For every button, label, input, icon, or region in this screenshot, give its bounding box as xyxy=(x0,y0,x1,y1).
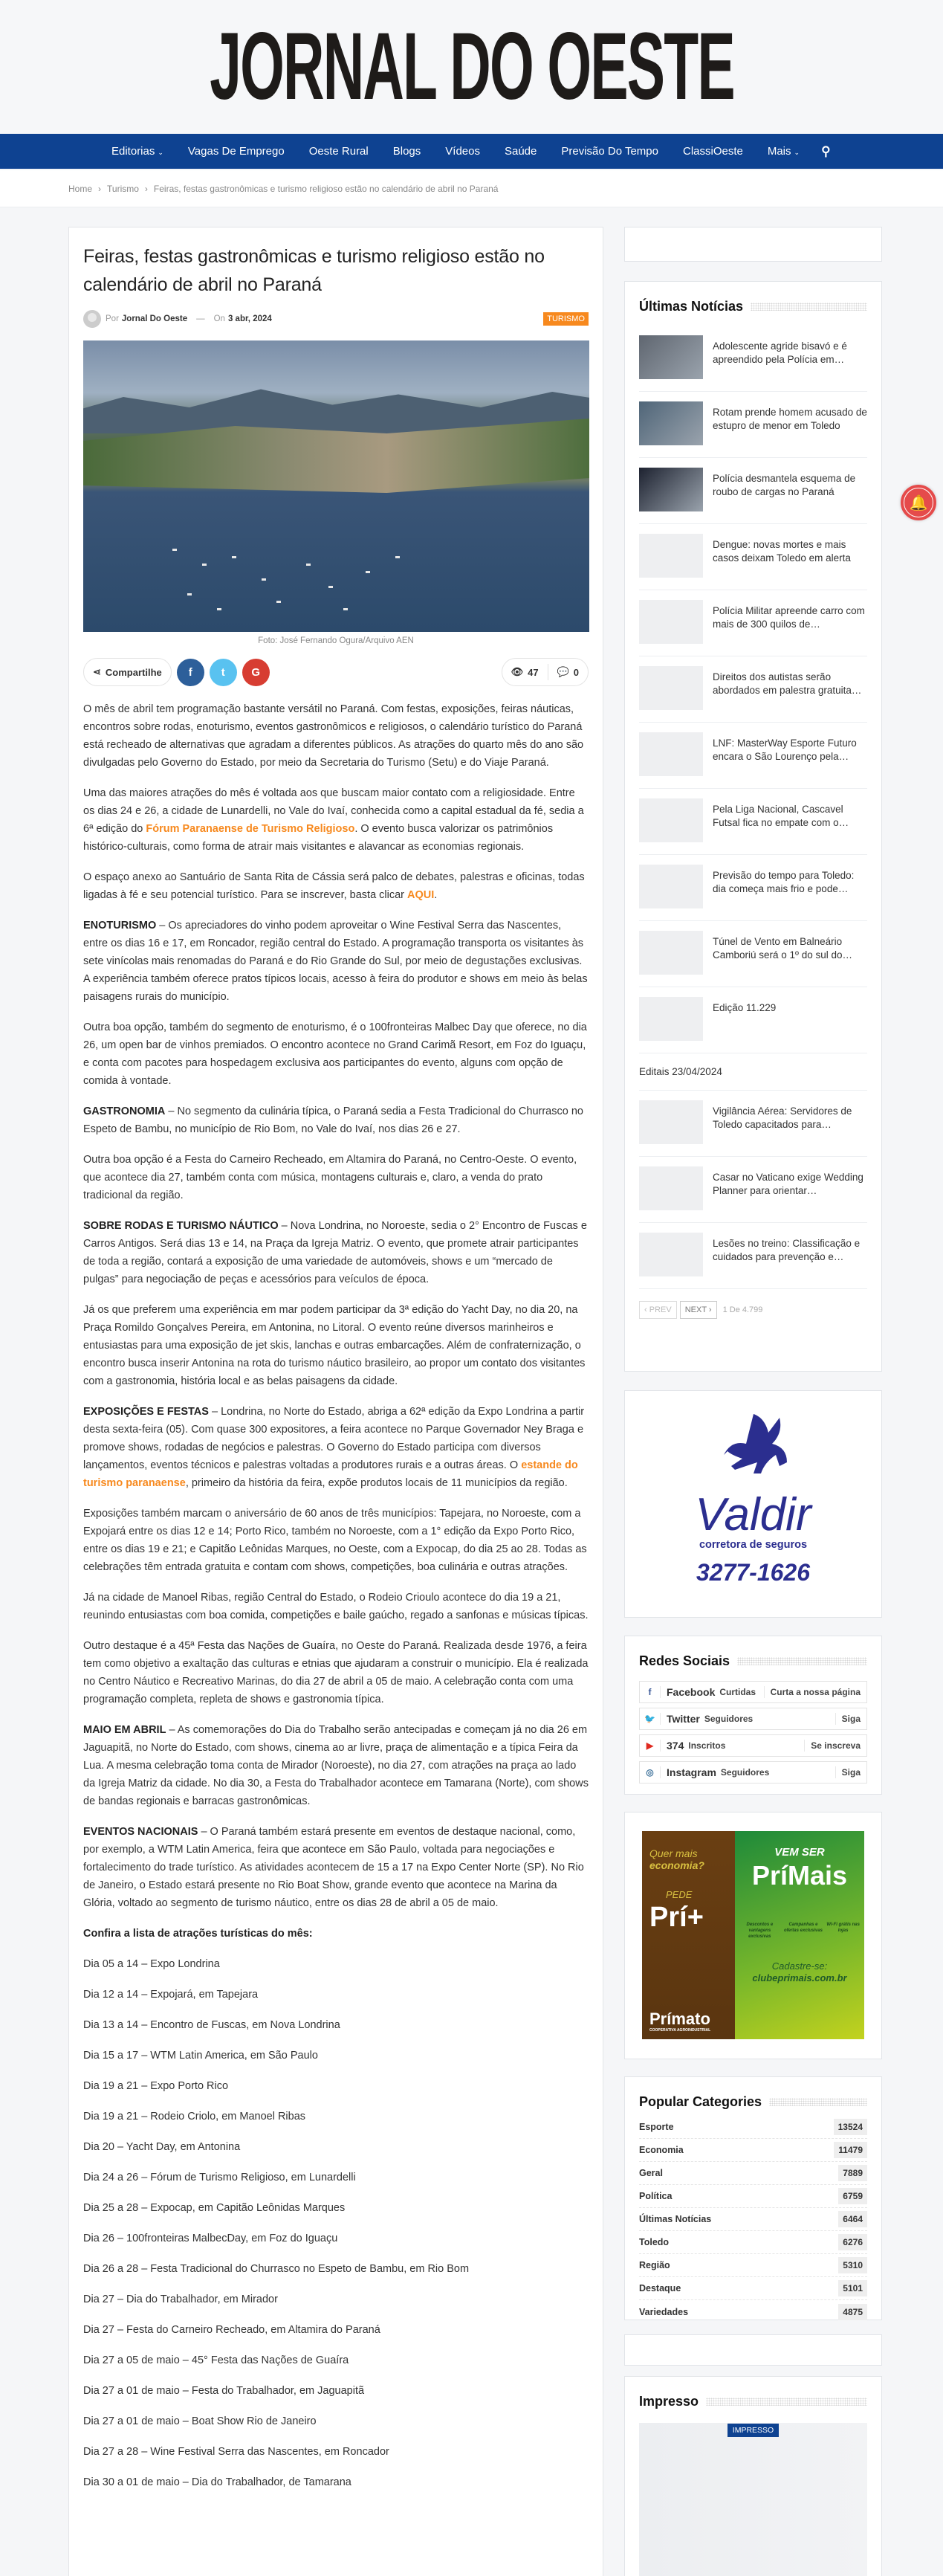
news-title[interactable]: LNF: MasterWay Esporte Futuro encara o São Lourenço pela… xyxy=(713,737,857,762)
news-thumbnail[interactable] xyxy=(639,798,703,842)
breadcrumb-home[interactable]: Home xyxy=(68,184,93,194)
category-count: 5101 xyxy=(838,2280,867,2296)
boat xyxy=(172,549,177,551)
main-nav xyxy=(0,134,943,169)
category-row[interactable] xyxy=(639,2254,867,2277)
social-action-button[interactable]: Siga xyxy=(835,1713,866,1725)
twitter-icon: t xyxy=(221,665,225,679)
attraction-item: Dia 30 a 01 de maio – Dia do Trabalhador, de Tamarana xyxy=(83,2476,351,2488)
category-row[interactable] xyxy=(639,2208,867,2231)
paragraph-text: – No segmento da culinária típica, o Paraná sedia a Festa Tradicional do Churrasco no Espeto de Bambu, no município de Rio Bom, no Vale do Ivaí, nos dias 26 e 27. xyxy=(83,1105,583,1135)
article-photo xyxy=(83,340,589,632)
attraction-item: Dia 27 a 01 de maio – Festa do Trabalhador, em Jaguapitã xyxy=(83,2385,365,2397)
paragraph-text: Já os que preferem uma experiência em mar podem participar da 3ª edição do Yacht Day, no dia 20, na Praça Romildo Gonçalves Pereira, em Antonina, no Litoral. O evento reúne diversos marinheiros e entusiastas para uma exposição de jet skis, lanchas e outras embarcações. Além de confraternização, o encontro busca inserir Antonina na rota do turismo náutico brasileiro, ao propor um contato dos visitantes com a gastronomia, história local e as belas paisagens da cidade. xyxy=(83,1304,586,1387)
category-name[interactable]: Região xyxy=(639,2260,670,2270)
sidebar-empty-widget xyxy=(624,2334,882,2366)
paragraph-text: – Os apreciadores do vinho podem aproveitar o Wine Festival Serra das Nascentes, entre os dias 16 e 17, em Roncador, região central do Estado. A programação transporta os visitantes às sete vinícolas mais renomadas do Paraná e do Rio Grande do Sul, por meio de degustações exclusivas. A experiência também oferece pratos típicos locais, acesso à feira do produtor e shows em meio às belas paisagens rurais do município. xyxy=(83,920,588,1003)
breadcrumb-bar xyxy=(0,170,943,207)
griffin-logo-icon xyxy=(705,1410,802,1492)
attraction-item: Dia 13 a 14 – Encontro de Fuscas, em Nova Londrina xyxy=(83,2019,340,2031)
paragraph-text: Já na cidade de Manoel Ribas, região Central do Estado, o Rodeio Crioulo acontece do dia 19 a 21, reunindo entusiastas com boa comida, competições e baile gaúcho, regado a sanfonas e músicas típicas. xyxy=(83,1592,589,1621)
attraction-item: Dia 26 a 28 – Festa Tradicional do Churrasco no Espeto de Bambu, em Rio Bom xyxy=(83,2263,470,2275)
social-action-button[interactable]: Curta a nossa página xyxy=(764,1686,866,1698)
attraction-item: Dia 27 a 05 de maio – 45° Festa das Nações de Guaíra xyxy=(83,2354,349,2366)
article-meta xyxy=(83,309,589,329)
article-paragraph xyxy=(83,1103,589,1138)
news-item[interactable] xyxy=(639,524,867,590)
category-name[interactable]: Política xyxy=(639,2191,673,2201)
news-item[interactable] xyxy=(639,1053,867,1091)
paragraph-text: – Nova Londrina, no Noroeste, sedia o 2° Encontro de Fuscas e Carros Antigos. Será dias 13 e 14, na Praça da Igreja Matriz. O evento, que promete atrair participantes de toda a região, contará a exposição de uma variedade de automóveis, shows e um “mercado de pulgas” para negociação de peças e acessórios para veículos de época. xyxy=(83,1220,587,1285)
chevron-down-icon: ⌄ xyxy=(794,149,800,156)
logo-text[interactable]: JORNAL DO OESTE xyxy=(209,13,734,120)
boat xyxy=(202,564,207,566)
inline-link[interactable]: AQUI xyxy=(407,889,435,901)
primato-ad-content xyxy=(642,1831,864,2039)
news-item[interactable] xyxy=(639,789,867,855)
category-count: 5310 xyxy=(838,2257,867,2273)
widget-header xyxy=(639,1651,867,1670)
social-row[interactable] xyxy=(639,1681,867,1703)
header-dots xyxy=(769,2098,867,2106)
social-list xyxy=(639,1681,867,1783)
sidebar-empty-widget xyxy=(624,227,882,262)
latest-news-list xyxy=(639,326,867,1289)
nav-item-sa-de[interactable] xyxy=(505,145,537,158)
nav-item-label: Previsão Do Tempo xyxy=(561,145,658,158)
paragraph-text: O mês de abril tem programação bastante versátil no Paraná. Com festas, exposições, feiras náuticas, encontros sobre rodas, enoturismo, eventos gastronômicos e religiosos, o calendário turístico do Paraná está recheado de alternativas que agradam a diferentes públicos. As atrações do quarto mês do ano são divulgadas pelo Governo do Estado, por meio da Secretaria do Turismo (Setu) e do Viaje Paraná. xyxy=(83,703,584,769)
article-paragraph xyxy=(83,1403,589,1492)
nav-item-label: Editorias xyxy=(111,145,155,158)
section-lead: MAIO EM ABRIL xyxy=(83,1724,166,1736)
social-name: Instagram xyxy=(667,1766,716,1778)
impresso-cover[interactable] xyxy=(639,2423,867,2576)
attraction-item: Dia 15 a 17 – WTM Latin America, em São Paulo xyxy=(83,2050,318,2062)
social-row[interactable] xyxy=(639,1734,867,1757)
paragraph-text: . xyxy=(434,889,438,901)
news-title[interactable]: Direitos dos autistas serão abordados em palestra gratuita… xyxy=(713,671,862,696)
article-paragraph xyxy=(83,1217,589,1288)
attraction-item: Dia 20 – Yacht Day, em Antonina xyxy=(83,2141,241,2153)
category-count: 7889 xyxy=(838,2165,867,2181)
news-thumbnail[interactable] xyxy=(639,666,703,710)
news-thumbnail[interactable] xyxy=(639,468,703,511)
nav-item-label: Oeste Rural xyxy=(308,145,369,158)
boat xyxy=(232,556,236,558)
eye-icon: 👁 xyxy=(511,666,524,677)
category-row[interactable] xyxy=(639,2116,867,2139)
pagination xyxy=(639,1301,867,1319)
news-title[interactable]: Rotam prende homem acusado de estupro de menor em Toledo xyxy=(713,407,867,431)
category-count: 13524 xyxy=(834,2119,867,2135)
news-thumbnail[interactable] xyxy=(639,865,703,908)
social-label: Inscritos xyxy=(688,1740,726,1751)
breadcrumb-separator: › xyxy=(98,184,102,194)
section-lead: EVENTOS NACIONAIS xyxy=(83,1826,198,1838)
breadcrumb-category[interactable]: Turismo xyxy=(107,184,139,194)
category-name[interactable]: Geral xyxy=(639,2168,663,2178)
nav-item-mais[interactable] xyxy=(768,145,800,158)
category-count: 6759 xyxy=(838,2188,867,2204)
news-thumbnail[interactable] xyxy=(639,997,703,1041)
nav-item-label: Mais xyxy=(767,145,791,158)
comment-icon[interactable]: 💬 xyxy=(557,666,569,677)
by-label: Por xyxy=(106,314,119,323)
view-count: 47 xyxy=(528,666,539,678)
article-paragraph xyxy=(83,784,589,856)
nav-item-previs-o-do-tempo[interactable] xyxy=(561,145,658,158)
paragraph-text: Outra boa opção, também do segmento de enoturismo, é o 100fronteiras Malbec Day que oferece, no dia 26, um open bar de vinhos premiados. O encontro acontece no Grand Carimã Resort, em Foz do Iguaçu, e conta com pacotes para hospedagem exclusiva aos participantes do evento, alguns com opção de comida à vontade. xyxy=(83,1021,587,1087)
attraction-item: Dia 27 – Dia do Trabalhador, em Mirador xyxy=(83,2293,278,2305)
chevron-down-icon: ⌄ xyxy=(158,149,163,156)
meta-separator: — xyxy=(196,314,205,323)
news-title[interactable]: Polícia desmantela esquema de roubo de cargas no Paraná xyxy=(713,473,856,497)
widget-title: Redes Sociais xyxy=(639,1653,730,1668)
nav-item-vagas-de-emprego[interactable] xyxy=(188,145,285,158)
news-title[interactable]: Adolescente agride bisavó e é apreendido pela Polícia em… xyxy=(713,340,847,365)
nav-item-oeste-rural[interactable] xyxy=(309,145,369,158)
boat xyxy=(306,564,311,566)
share-button[interactable] xyxy=(83,658,172,686)
news-item[interactable] xyxy=(639,392,867,458)
social-name: Twitter xyxy=(667,1713,700,1725)
ad-q2: economia? xyxy=(649,1859,704,1871)
paragraph-text: – O Paraná também estará presente em eventos de destaque nacional, como, por exemplo, a WTM Latin America, feira que acontece em São Paulo, voltada para negociações e fortalecimento do trade turístico. As atividades acontecem de 15 a 17 na Expo Center Norte (SP). No Rio de Janeiro, o Estado estará presente no Rio Boat Show, grande evento que acontece na Marina da Glória, voltado ao segmento de turismo náutico, entre os dias 28 de abril a 05 de maio. xyxy=(83,1826,584,1909)
inline-link[interactable]: estande do turismo paranaense xyxy=(83,1459,578,1489)
valdir-ad-content xyxy=(644,1410,862,1596)
attraction-item: Dia 25 a 28 – Expocap, em Capitão Leônidas Marques xyxy=(83,2202,346,2214)
author-name[interactable]: Jornal Do Oeste xyxy=(121,314,188,323)
section-lead: EXPOSIÇÕES E FESTAS xyxy=(83,1406,209,1418)
category-name[interactable]: Economia xyxy=(639,2145,684,2155)
share-google-button[interactable] xyxy=(242,659,270,686)
news-thumbnail[interactable] xyxy=(639,401,703,445)
attraction-item: Dia 05 a 14 – Expo Londrina xyxy=(83,1958,220,1970)
valdir-ad[interactable] xyxy=(624,1390,882,1618)
share-facebook-button[interactable] xyxy=(177,659,204,686)
valdir-subtitle: corretora de seguros xyxy=(699,1539,808,1551)
header-dots xyxy=(706,2398,867,2406)
paragraph-text: O espaço anexo ao Santuário de Santa Rita de Cássia será palco de debates, palestras e oficinas, todas ligadas à fé e seu potencial turístico. Para se inscrever, basta clicar xyxy=(83,871,585,901)
publish-date: 3 abr, 2024 xyxy=(227,314,272,323)
attraction-item: Dia 27 a 01 de maio – Boat Show Rio de Janeiro xyxy=(83,2415,317,2427)
news-thumbnail[interactable] xyxy=(639,534,703,578)
youtube-icon: ▶ xyxy=(640,1740,661,1752)
breadcrumb xyxy=(68,184,498,194)
category-name[interactable]: Toledo xyxy=(639,2237,670,2247)
news-item[interactable] xyxy=(639,656,867,723)
next-button[interactable]: NEXT › xyxy=(680,1301,717,1319)
boat xyxy=(276,601,281,603)
news-title[interactable]: Polícia Militar apreende carro com mais de 300 quilos de… xyxy=(713,605,865,630)
category-name[interactable]: Esporte xyxy=(639,2122,674,2132)
share-label: Compartilhe xyxy=(105,666,162,678)
widget-title: Impresso xyxy=(639,2393,699,2409)
site-header xyxy=(0,0,943,134)
primato-ad[interactable] xyxy=(624,1812,882,2059)
ad-primais: PríMais xyxy=(751,1860,848,1891)
article-paragraph xyxy=(83,1301,589,1390)
news-title[interactable]: Lesões no treino: Classificação e cuidados para prevenção e… xyxy=(713,1238,861,1262)
news-title[interactable]: Casar no Vaticano exige Wedding Planner para orientar… xyxy=(713,1172,863,1196)
popular-categories-widget xyxy=(624,2076,882,2320)
news-title[interactable]: Vigilância Aérea: Servidores de Toledo capacitados para… xyxy=(713,1105,852,1130)
on-label: On xyxy=(213,314,225,323)
section-lead: GASTRONOMIA xyxy=(83,1105,166,1117)
google-icon: G xyxy=(251,665,261,679)
breadcrumb-current: Feiras, festas gastronômicas e turismo religioso estão no calendário de abril no Paraná xyxy=(153,184,499,194)
category-list xyxy=(639,2116,867,2323)
category-count: 4875 xyxy=(838,2304,867,2320)
widget-title: Popular Categories xyxy=(639,2094,762,2109)
boat xyxy=(328,586,333,588)
category-name[interactable]: Destaque xyxy=(639,2283,681,2293)
article-paragraph xyxy=(83,1637,589,1708)
category-count: 6464 xyxy=(838,2211,867,2227)
news-item[interactable] xyxy=(639,1091,867,1157)
prev-button[interactable]: ‹ PREV xyxy=(639,1301,677,1319)
article-paragraph xyxy=(83,700,589,772)
news-thumbnail[interactable] xyxy=(639,1166,703,1210)
article-paragraph xyxy=(83,1505,589,1576)
photo-caption: Foto: José Fernando Ogura/Arquivo AEN xyxy=(258,636,414,645)
boat xyxy=(217,608,221,610)
valdir-name: Valdir xyxy=(695,1489,811,1540)
news-title[interactable]: Túnel de Vento em Balneário Camboriú será o 1º do sul do… xyxy=(713,936,853,961)
news-item[interactable] xyxy=(639,723,867,789)
social-row[interactable] xyxy=(639,1708,867,1730)
news-title[interactable]: Previsão do tempo para Toledo: dia começa mais frio e pode… xyxy=(713,870,855,894)
news-thumbnail[interactable] xyxy=(639,335,703,379)
author-avatar[interactable] xyxy=(83,310,101,328)
share-twitter-button[interactable] xyxy=(210,659,237,686)
breadcrumb-separator: › xyxy=(144,184,148,194)
instagram-icon: ◎ xyxy=(640,1766,661,1778)
news-item[interactable] xyxy=(639,458,867,524)
facebook-icon: f xyxy=(188,665,192,679)
widget-header xyxy=(639,2392,867,2411)
social-action-button[interactable]: Se inscreva xyxy=(804,1740,866,1752)
article-paragraph xyxy=(83,868,589,904)
share-icon: ⋖ xyxy=(93,666,101,677)
category-row[interactable] xyxy=(639,2185,867,2208)
widget-title: Últimas Notícias xyxy=(639,298,744,314)
attraction-item: Dia 27 – Festa do Carneiro Recheado, em Altamira do Paraná xyxy=(83,2324,380,2336)
news-thumbnail[interactable] xyxy=(639,1233,703,1276)
article-body xyxy=(83,700,589,2491)
nav-item-classioeste[interactable] xyxy=(683,145,743,158)
news-item[interactable] xyxy=(639,1157,867,1223)
attraction-item: Dia 12 a 14 – Expojará, em Tapejara xyxy=(83,1989,259,2001)
article-stats xyxy=(502,658,589,686)
news-item[interactable] xyxy=(639,590,867,656)
nav-item-editorias[interactable] xyxy=(111,145,163,158)
social-widget xyxy=(624,1636,882,1795)
notification-bell-button[interactable] xyxy=(901,485,936,520)
category-name[interactable]: Últimas Notícias xyxy=(639,2214,712,2224)
article-paragraph xyxy=(83,1151,589,1204)
news-thumbnail[interactable] xyxy=(639,600,703,644)
category-row[interactable] xyxy=(639,2162,867,2185)
article-title: Feiras, festas gastronômicas e turismo religioso estão no calendário de abril no Paraná xyxy=(83,246,545,295)
boat xyxy=(395,556,400,558)
twitter-icon: 🐦 xyxy=(640,1713,661,1725)
widget-header xyxy=(639,297,867,316)
paragraph-text: – Londrina, no Norte do Estado, abriga a 62ª edição da Expo Londrina a partir desta sexta-feira (05). Com quase 300 expositores, a feira acontece no Parque Governador Ney Braga e promove shows, rodadas de negócios e palestras. O Governo do Estado participa com diversos lançamentos, eventos técnicos e palestras voltadas a produtores rurais e a outras áreas. O xyxy=(83,1406,585,1471)
attraction-item: Dia 24 a 26 – Fórum de Turismo Religioso, em Lunardelli xyxy=(83,2172,356,2183)
section-lead: ENOTURISMO xyxy=(83,920,157,932)
ad-vem-ser: VEM SER xyxy=(774,1846,825,1859)
widget-header xyxy=(639,2092,867,2111)
news-thumbnail[interactable] xyxy=(639,732,703,776)
share-bar xyxy=(83,657,589,687)
ad-pri-plus: Prí+ xyxy=(649,1902,704,1933)
boat xyxy=(366,571,370,573)
search-icon[interactable]: ⚲ xyxy=(821,143,831,158)
category-badge[interactable]: TURISMO xyxy=(543,312,589,326)
news-item[interactable] xyxy=(639,326,867,392)
paragraph-text: Outro destaque é a 45ª Festa das Nações de Guaíra, no Oeste do Paraná. Realizada desde 1976, a feira tem como objetivo a exaltação das culturas e etnias que ajudaram a construir o município. Ela é realizada no Centro Náutico e Recreativo Marinas, do dia 27 de abril a 05 de maio. A celebração conta com uma programação completa, repleta de shows e gastronomia típica. xyxy=(83,1640,589,1705)
ad-q1: Quer mais xyxy=(649,1847,698,1859)
category-row[interactable] xyxy=(639,2139,867,2162)
facebook-icon: f xyxy=(640,1686,661,1698)
inline-link[interactable]: Fórum Paranaense de Turismo Religioso xyxy=(146,823,355,835)
impresso-badge: IMPRESSO xyxy=(727,2424,779,2437)
article-paragraph xyxy=(83,1019,589,1090)
nav-item-label: Blogs xyxy=(392,145,421,158)
boat xyxy=(262,578,266,581)
ad-cadastre: Cadastre-se: xyxy=(771,1960,828,1972)
nav-item-v-deos[interactable] xyxy=(445,145,480,158)
section-lead: SOBRE RODAS E TURISMO NÁUTICO xyxy=(83,1220,279,1232)
category-row[interactable] xyxy=(639,2300,867,2323)
section-lead: Confira a lista de atrações turísticas do mês: xyxy=(83,1928,313,1940)
attraction-item: Dia 26 – 100fronteiras MalbecDay, em Foz do Iguaçu xyxy=(83,2233,338,2244)
news-title[interactable]: Edição 11.229 xyxy=(713,1002,777,1013)
category-row[interactable] xyxy=(639,2231,867,2254)
news-thumbnail[interactable] xyxy=(639,931,703,975)
ad-feature-campaigns: Campanhas e ofertas exclusivas xyxy=(783,1923,823,1933)
social-action-button[interactable]: Siga xyxy=(835,1766,866,1778)
paragraph-text: , primeiro da história da feira, expõe produtos locais de 11 municípios da região. xyxy=(185,1477,568,1489)
valdir-phone: 3277-1626 xyxy=(696,1559,811,1586)
news-thumbnail[interactable] xyxy=(639,1100,703,1144)
article-paragraph xyxy=(83,1925,589,1943)
nav-item-label: Saúde xyxy=(504,145,537,158)
paragraph-text: Uma das maiores atrações do mês é voltada aos que buscam maior contato com a religiosidade. Entre os dias 24 e 26, a cidade de Lunardelli, no Vale do Ivaí, conhecida como a capital estadual da fé, sedia a 6ª edição do xyxy=(83,787,584,835)
news-title[interactable]: Dengue: novas mortes e mais casos deixam Toledo em alerta xyxy=(713,539,851,564)
ad-feature-wifi: Wi-Fi grátis nas lojas xyxy=(826,1923,860,1933)
paragraph-text: Exposições também marcam o aniversário de 60 anos de três municípios: Tapejara, no Noroeste, com a Expojará entre os dias 12 e 14; Porto Rico, também no Noroeste, com a 1° edição da Expo Porto Rico, entre os dias 19 e 21; e Capitão Leônidas Marques, no Oeste, com a Expocap, do dia 25 ao 28. Todas as celebrações têm entrada gratuita e contam com shows, competições, boa culinária e outras atrações. xyxy=(83,1508,587,1573)
primato-brand-sub: COOPERATIVA AGROINDUSTRIAL xyxy=(649,2028,711,2033)
primato-brand: Prímato xyxy=(649,2010,710,2028)
news-title[interactable]: Pela Liga Nacional, Cascavel Futsal fica no empate com o… xyxy=(713,804,849,828)
boat xyxy=(343,608,348,610)
next-label: NEXT xyxy=(684,1305,707,1314)
social-label: Seguidores xyxy=(704,1714,754,1724)
news-item[interactable] xyxy=(639,855,867,921)
social-row[interactable] xyxy=(639,1761,867,1783)
header-dots xyxy=(751,303,867,311)
news-item[interactable] xyxy=(639,987,867,1053)
boat xyxy=(187,593,192,595)
nav-item-label: Vídeos xyxy=(445,145,480,158)
category-row[interactable] xyxy=(639,2277,867,2300)
impresso-widget xyxy=(624,2376,882,2576)
article-paragraph xyxy=(83,917,589,1006)
paragraph-text: Outra boa opção é a Festa do Carneiro Recheado, em Altamira do Paraná, no Centro-Oeste. O evento, que acontece dia 27, também conta com música, montagens culturais e, claro, a venda do prato tradicional da região. xyxy=(83,1154,577,1201)
site-logo[interactable] xyxy=(0,13,943,120)
article xyxy=(68,227,603,2576)
page-info: 1 De 4.799 xyxy=(722,1305,763,1314)
latest-news-widget xyxy=(624,281,882,1372)
news-title[interactable]: Editais 23/04/2024 xyxy=(639,1066,722,1077)
category-count: 6276 xyxy=(838,2234,867,2250)
attraction-item: Dia 19 a 21 – Expo Porto Rico xyxy=(83,2080,229,2092)
nav-item-label: Vagas De Emprego xyxy=(187,145,285,158)
prev-label: PREV xyxy=(649,1305,672,1314)
paragraph-text: – As comemorações do Dia do Trabalho serão antecipadas e começam já no dia 26 em Jaguapitã, no Norte do Estado, com shows, cinema ao ar livre, praça de alimentação e a típica Feira da Lua. A mesma celebração toma conta de Mirador (Noroeste), no dia 27, com atrações na praça ao lado da Igreja Matriz da cidade. No dia 30, a Festa do Trabalhador acontece em Tamarana (Norte), com shows de bandas regionais e barracas gastronômicas. xyxy=(83,1724,589,1807)
attraction-item: Dia 19 a 21 – Rodeio Criolo, em Manoel Ribas xyxy=(83,2111,306,2123)
category-name[interactable]: Variedades xyxy=(639,2306,689,2317)
social-name: 374 xyxy=(667,1740,684,1752)
attraction-item: Dia 27 a 28 – Wine Festival Serra das Nascentes, em Roncador xyxy=(83,2446,389,2458)
article-paragraph xyxy=(83,1721,589,1810)
nav-item-blogs[interactable] xyxy=(393,145,421,158)
comment-count[interactable]: 0 xyxy=(573,666,579,678)
news-item[interactable] xyxy=(639,1223,867,1289)
news-item[interactable] xyxy=(639,921,867,987)
ad-feature-discounts: Descontos e vantagens exclusivas xyxy=(746,1923,774,1939)
bell-icon: 🔔 xyxy=(904,488,933,517)
category-count: 11479 xyxy=(834,2142,867,2158)
nav-item-label: ClassiOeste xyxy=(682,145,743,158)
social-label: Seguidores xyxy=(720,1767,770,1778)
article-paragraph xyxy=(83,1589,589,1624)
header-dots xyxy=(737,1657,867,1665)
paragraph-text: . O evento busca valorizar os patrimônios histórico-culturais, como forma de atrair mais visitantes e alavancar as economias regionais. xyxy=(83,823,554,853)
social-label: Curtidas xyxy=(719,1687,756,1697)
ad-url[interactable]: clubeprimais.com.br xyxy=(752,1972,847,1983)
ad-pede: PEDE xyxy=(666,1889,693,1900)
article-paragraph xyxy=(83,1823,589,1912)
social-name: Facebook xyxy=(667,1686,716,1698)
